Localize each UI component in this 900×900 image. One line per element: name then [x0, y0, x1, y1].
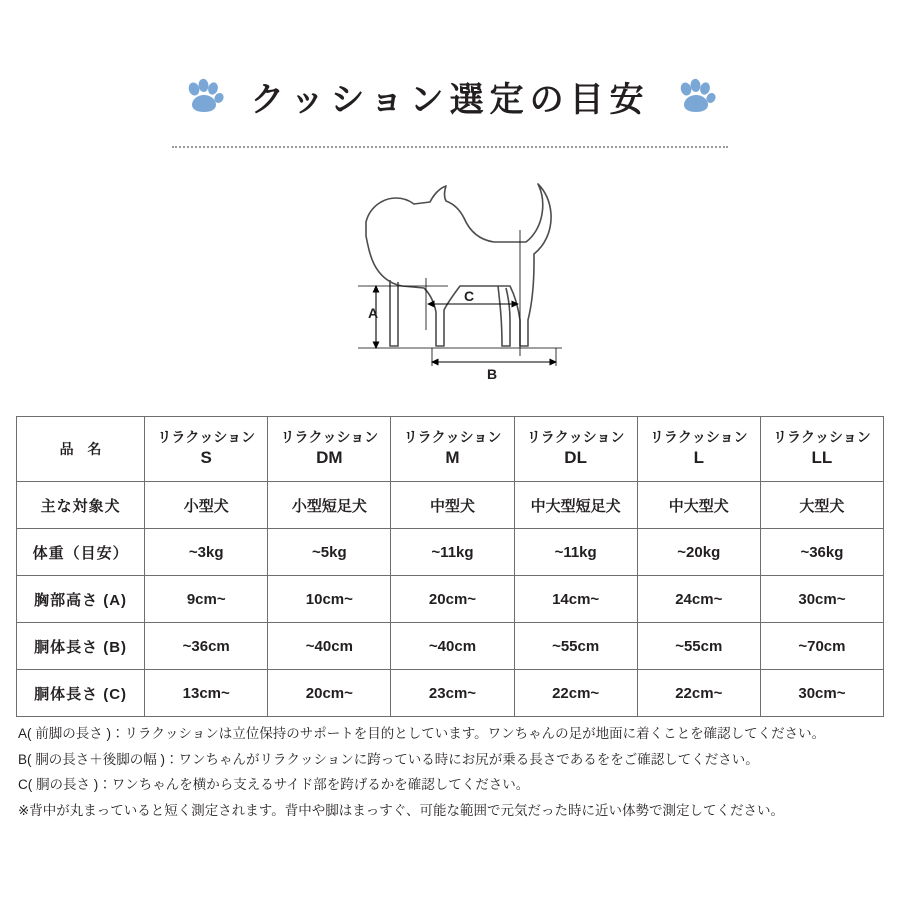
table-cell: 大型犬 — [760, 482, 883, 529]
column-model: LL — [811, 447, 833, 467]
row-header: 主な対象犬 — [17, 482, 145, 529]
table-cell: ~36cm — [145, 623, 268, 670]
column-brand: リラクッション — [280, 429, 379, 446]
table-row — [17, 529, 884, 576]
size-spec-table — [16, 416, 884, 717]
table-header-cell — [637, 417, 760, 482]
column-label: 品 名 — [59, 440, 102, 457]
table-cell: 中型犬 — [391, 482, 514, 529]
column-model: S — [200, 447, 212, 467]
column-brand: リラクッション — [526, 429, 625, 446]
column-model: M — [445, 447, 460, 467]
table-cell: ~55cm — [637, 623, 760, 670]
table-cell: ~11kg — [514, 529, 637, 576]
table-cell: ~36kg — [760, 529, 883, 576]
table-cell: 23cm~ — [391, 670, 514, 717]
table-row — [17, 482, 884, 529]
row-header: 胴体長さ (C) — [17, 670, 145, 717]
table-header-cell — [268, 417, 391, 482]
measurement-annotations — [330, 170, 590, 390]
page-title: クッション選定の目安 — [250, 81, 650, 119]
table-cell: 10cm~ — [268, 576, 391, 623]
table-cell: 13cm~ — [145, 670, 268, 717]
table-header-cell — [514, 417, 637, 482]
table-header-cell — [17, 417, 145, 482]
footnote-line: ※背中が丸まっていると短く測定されます。背中や脚はまっすぐ、可能な範囲で元気だった時に近い体勢で測定してください。 — [18, 802, 784, 818]
table-cell: 20cm~ — [268, 670, 391, 717]
column-brand: リラクッション — [773, 429, 871, 446]
table-row — [17, 623, 884, 670]
table-cell: ~3kg — [145, 529, 268, 576]
column-brand: リラクッション — [157, 429, 256, 446]
table-cell: 中大型短足犬 — [514, 482, 637, 529]
table-cell: 20cm~ — [391, 576, 514, 623]
footnote-line: B( 胴の長さ＋後脚の幅 )：ワンちゃんがリラクッションに跨っている時にお尻が乗る長さであるををご確認してください。 — [18, 751, 759, 767]
table-cell: 30cm~ — [760, 576, 883, 623]
row-header: 胴体長さ (B) — [17, 623, 145, 670]
table-cell: ~40cm — [268, 623, 391, 670]
table-cell: ~20kg — [637, 529, 760, 576]
footnote-line: C( 胴の長さ )：ワンちゃんを横から支えるサイド部を跨げるかを確認してください。 — [18, 777, 530, 793]
table-cell: ~40cm — [391, 623, 514, 670]
table-cell: ~5kg — [268, 529, 391, 576]
footnotes — [18, 724, 884, 826]
column-brand: リラクッション — [403, 429, 502, 446]
table-cell: 小型犬 — [145, 482, 268, 529]
table-cell: 中大型犬 — [637, 482, 760, 529]
table-cell: 小型短足犬 — [268, 482, 391, 529]
paw-icon — [184, 77, 224, 117]
table-cell: 30cm~ — [760, 670, 883, 717]
table-header-cell — [145, 417, 268, 482]
column-brand: リラクッション — [649, 429, 748, 446]
table-cell: 22cm~ — [637, 670, 760, 717]
page-title-block — [0, 72, 900, 121]
column-model: L — [693, 447, 704, 467]
measure-label-b: B — [487, 366, 498, 382]
table-cell: ~55cm — [514, 623, 637, 670]
table-row — [17, 670, 884, 717]
paw-icon — [676, 77, 716, 117]
title-row — [0, 72, 900, 121]
table-cell: ~11kg — [391, 529, 514, 576]
row-header: 体重（目安） — [17, 529, 145, 576]
table-header-cell — [760, 417, 883, 482]
table-cell: 24cm~ — [637, 576, 760, 623]
table-cell: 22cm~ — [514, 670, 637, 717]
measure-label-c: C — [464, 288, 475, 304]
table-row — [17, 576, 884, 623]
measure-label-a: A — [368, 305, 379, 321]
table-cell: 14cm~ — [514, 576, 637, 623]
table-cell: 9cm~ — [145, 576, 268, 623]
column-model: DM — [316, 447, 343, 467]
table-cell: ~70cm — [760, 623, 883, 670]
footnote-line: A( 前脚の長さ )：リラクッションは立位保持のサポートを目的としています。ワンちゃんの足が地面に着くことを確認してください。 — [18, 726, 826, 741]
row-header: 胸部高さ (A) — [17, 576, 145, 623]
column-model: DL — [564, 447, 587, 467]
title-divider — [172, 146, 728, 148]
table-header-cell — [391, 417, 514, 482]
table-header-row — [17, 417, 884, 482]
